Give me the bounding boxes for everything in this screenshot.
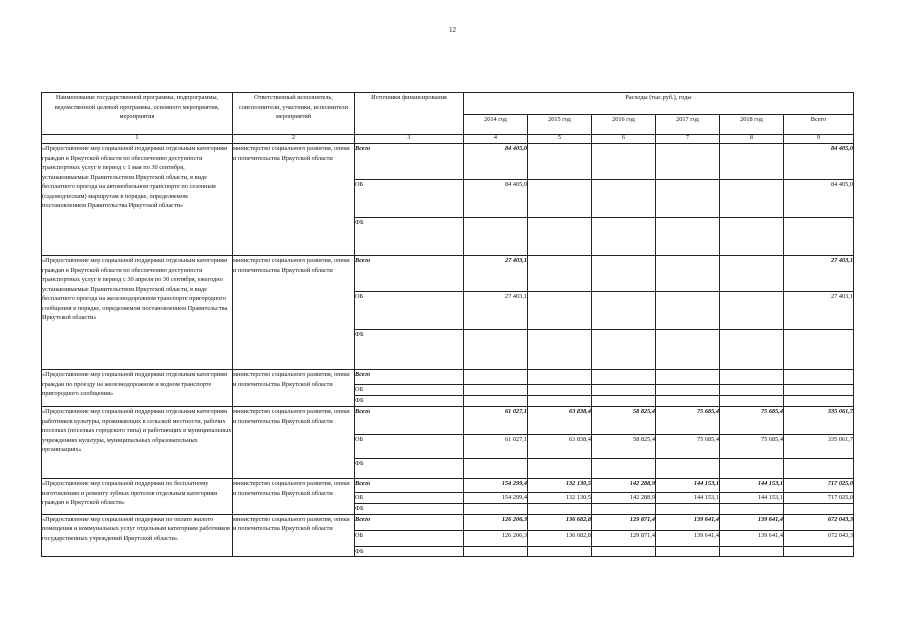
amount-cell — [592, 180, 656, 218]
measure-name: «Предоставление мер социальной поддержки отдельным категориям граждан по проезду на железнодорожном и водном транспорте пригородного сообщения» — [42, 370, 233, 407]
funding-source: ФБ — [355, 218, 464, 256]
table-row — [42, 479, 854, 493]
amount-cell — [784, 459, 854, 479]
table-body — [42, 144, 854, 557]
funding-source: Всего — [355, 514, 464, 530]
amount-cell — [464, 385, 528, 396]
amount-cell: 75 685,4 — [720, 435, 784, 459]
amount-cell — [784, 546, 854, 557]
amount-cell — [592, 370, 656, 385]
amount-cell — [720, 292, 784, 330]
amount-cell — [528, 218, 592, 256]
amount-cell — [720, 396, 784, 407]
amount-cell: 335 061,7 — [784, 407, 854, 435]
amount-cell — [720, 459, 784, 479]
header-year-2018: 2018 год — [720, 115, 784, 135]
amount-cell — [720, 546, 784, 557]
amount-cell — [528, 396, 592, 407]
amount-cell — [720, 256, 784, 292]
amount-cell: 136 682,8 — [528, 530, 592, 546]
col-number: 2 — [233, 135, 355, 144]
amount-cell: 139 641,4 — [720, 514, 784, 530]
amount-cell: 61 027,1 — [464, 407, 528, 435]
amount-cell: 672 043,3 — [784, 530, 854, 546]
amount-cell — [528, 180, 592, 218]
amount-cell: 139 641,4 — [656, 514, 720, 530]
amount-cell — [592, 546, 656, 557]
amount-cell: 58 825,4 — [592, 435, 656, 459]
amount-cell — [656, 385, 720, 396]
executor: министерство социального развития, опеки и попечительства Иркутской области — [233, 256, 355, 370]
amount-cell: 75 685,4 — [656, 407, 720, 435]
amount-cell: 84 405,0 — [784, 144, 854, 180]
amount-cell: 75 685,4 — [720, 407, 784, 435]
funding-source: ФБ — [355, 459, 464, 479]
header-executor: Ответственный исполнитель, соисполнители, участники, исполнители мероприятий — [233, 93, 355, 135]
amount-cell — [528, 504, 592, 515]
amount-cell: 27 403,1 — [784, 256, 854, 292]
amount-cell — [720, 330, 784, 370]
header-name: Наименование государственной программы, подпрограммы, ведомственной целевой программы, основного мероприятия, мероприятия — [42, 93, 233, 135]
amount-cell — [784, 218, 854, 256]
funding-source: ОБ — [355, 530, 464, 546]
header-year-2014: 2014 год — [464, 115, 528, 135]
executor: министерство социального развития, опеки и попечительства Иркутской области — [233, 407, 355, 479]
amount-cell — [592, 504, 656, 515]
amount-cell: 672 043,3 — [784, 514, 854, 530]
header-expenses: Расходы (тыс.руб.), годы — [464, 93, 854, 115]
amount-cell: 84 405,0 — [464, 144, 528, 180]
amount-cell: 142 288,9 — [592, 479, 656, 493]
amount-cell — [656, 256, 720, 292]
amount-cell — [592, 144, 656, 180]
amount-cell — [592, 330, 656, 370]
funding-source: Всего — [355, 256, 464, 292]
amount-cell: 75 685,4 — [656, 435, 720, 459]
funding-source: ОБ — [355, 493, 464, 504]
col-number: 3 — [355, 135, 464, 144]
amount-cell: 717 025,0 — [784, 479, 854, 493]
column-number-row — [42, 135, 854, 144]
executor: министерство социального развития, опеки и попечительства Иркутской области — [233, 144, 355, 256]
amount-cell — [592, 396, 656, 407]
amount-cell: 27 403,1 — [784, 292, 854, 330]
amount-cell: 144 153,1 — [656, 479, 720, 493]
amount-cell — [784, 330, 854, 370]
amount-cell: 335 061,7 — [784, 435, 854, 459]
amount-cell — [464, 370, 528, 385]
amount-cell — [784, 396, 854, 407]
amount-cell — [464, 546, 528, 557]
amount-cell — [464, 396, 528, 407]
col-number: 5 — [528, 135, 592, 144]
amount-cell: 27 403,1 — [464, 256, 528, 292]
funding-source: ФБ — [355, 546, 464, 557]
amount-cell — [720, 504, 784, 515]
amount-cell: 58 825,4 — [592, 407, 656, 435]
funding-source: ФБ — [355, 396, 464, 407]
amount-cell: 132 130,5 — [528, 479, 592, 493]
col-number: 7 — [656, 135, 720, 144]
amount-cell — [592, 292, 656, 330]
amount-cell: 129 871,4 — [592, 514, 656, 530]
header-year-2015: 2015 год — [528, 115, 592, 135]
amount-cell: 63 838,4 — [528, 407, 592, 435]
funding-source: ОБ — [355, 385, 464, 396]
amount-cell — [784, 385, 854, 396]
amount-cell — [464, 330, 528, 370]
executor: министерство социального развития, опеки и попечительства Иркутской области — [233, 514, 355, 557]
funding-source: Всего — [355, 370, 464, 385]
header-year-2017: 2017 год — [656, 115, 720, 135]
amount-cell: 139 641,4 — [656, 530, 720, 546]
amount-cell: 144 153,1 — [720, 479, 784, 493]
amount-cell: 84 405,0 — [784, 180, 854, 218]
amount-cell — [528, 546, 592, 557]
amount-cell: 154 299,4 — [464, 479, 528, 493]
amount-cell: 129 871,4 — [592, 530, 656, 546]
page-number: 12 — [449, 26, 456, 34]
amount-cell: 717 025,0 — [784, 493, 854, 504]
table-row — [42, 514, 854, 530]
table-row — [42, 407, 854, 435]
funding-source: ОБ — [355, 292, 464, 330]
table-row — [42, 370, 854, 385]
amount-cell — [656, 370, 720, 385]
funding-source: Всего — [355, 407, 464, 435]
table-header — [42, 93, 854, 144]
funding-source: Всего — [355, 479, 464, 493]
amount-cell — [528, 256, 592, 292]
amount-cell — [656, 459, 720, 479]
amount-cell — [720, 180, 784, 218]
measure-name: «Предоставление мер социальной поддержки по бесплатному изготовлению и ремонту зубных протезов отдельным категориям граждан в Иркутской области» — [42, 479, 233, 515]
funding-source: ОБ — [355, 435, 464, 459]
funding-source: ОБ — [355, 180, 464, 218]
amount-cell: 27 403,1 — [464, 292, 528, 330]
amount-cell — [464, 218, 528, 256]
table-row — [42, 144, 854, 180]
col-number: 4 — [464, 135, 528, 144]
amount-cell — [784, 504, 854, 515]
amount-cell: 126 206,3 — [464, 514, 528, 530]
header-year-2016: 2016 год — [592, 115, 656, 135]
amount-cell: 84 405,0 — [464, 180, 528, 218]
measure-name: «Предоставление мер социальной поддержки отдельным категориям работников культуры, проживающих в сельской местности, рабочих поселках (поселках городского типа) и работающих в муниципальных учреждениях культуры, муниципальных образовательных организациях» — [42, 407, 233, 479]
amount-cell: 126 206,3 — [464, 530, 528, 546]
measure-name: «Предоставление мер социальной поддержки отдельным категориям граждан в Иркутской области по обеспечению доступности транспортных услуг в период с 1 мая по 30 сентября, устанавливаемые Правительством Иркутской области, в виде бесплатного проезда на автомобильном транспорте по сезонным (садоводческим) маршрутам в порядке, определяемом постановлением Правительства Иркутской области» — [42, 144, 233, 256]
col-number: 8 — [720, 135, 784, 144]
amount-cell: 144 153,1 — [656, 493, 720, 504]
amount-cell — [464, 459, 528, 479]
funding-source: ФБ — [355, 504, 464, 515]
measure-name: «Предоставление мер социальной поддержки по оплате жилого помещения и коммунальных услуг отдельным категориям работников государственных учреждений Иркутской области» — [42, 514, 233, 557]
col-number: 9 — [784, 135, 854, 144]
amount-cell — [784, 370, 854, 385]
header-total: Всего — [784, 115, 854, 135]
amount-cell — [656, 546, 720, 557]
amount-cell: 142 288,9 — [592, 493, 656, 504]
amount-cell — [656, 180, 720, 218]
amount-cell — [656, 396, 720, 407]
amount-cell: 144 153,1 — [720, 493, 784, 504]
funding-source: Всего — [355, 144, 464, 180]
amount-cell — [656, 504, 720, 515]
amount-cell — [656, 292, 720, 330]
amount-cell — [720, 218, 784, 256]
amount-cell — [656, 330, 720, 370]
amount-cell: 63 838,4 — [528, 435, 592, 459]
funding-source: ФБ — [355, 330, 464, 370]
amount-cell — [528, 292, 592, 330]
amount-cell — [592, 218, 656, 256]
amount-cell — [656, 218, 720, 256]
amount-cell — [592, 385, 656, 396]
amount-cell — [592, 459, 656, 479]
amount-cell — [528, 330, 592, 370]
amount-cell — [528, 144, 592, 180]
amount-cell — [720, 370, 784, 385]
amount-cell — [464, 504, 528, 515]
header-source: Источники финансирования — [355, 93, 464, 135]
amount-cell: 154 299,4 — [464, 493, 528, 504]
executor: министерство социального развития, опеки и попечительства Иркутской области — [233, 479, 355, 515]
amount-cell — [720, 385, 784, 396]
amount-cell — [528, 459, 592, 479]
amount-cell: 136 682,8 — [528, 514, 592, 530]
budget-table — [41, 92, 854, 557]
amount-cell — [720, 144, 784, 180]
amount-cell — [656, 144, 720, 180]
executor: министерство социального развития, опеки и попечительства Иркутской области — [233, 370, 355, 407]
amount-cell: 132 130,5 — [528, 493, 592, 504]
amount-cell — [528, 370, 592, 385]
col-number: 1 — [42, 135, 233, 144]
table-row — [42, 256, 854, 292]
measure-name: «Предоставление мер социальной поддержки отдельным категориям граждан в Иркутской области по обеспечению доступности транспортных услуг в период с 30 апреля по 30 сентября, ежегодно устанавливаемые Правительством Иркутской области, в виде бесплатного проезда на железнодорожном транспорте пригородного сообщения в порядке, определяемом постановлением Правительства Иркутской области» — [42, 256, 233, 370]
amount-cell: 61 027,1 — [464, 435, 528, 459]
amount-cell — [528, 385, 592, 396]
col-number: 6 — [592, 135, 656, 144]
amount-cell: 139 641,4 — [720, 530, 784, 546]
amount-cell — [592, 256, 656, 292]
